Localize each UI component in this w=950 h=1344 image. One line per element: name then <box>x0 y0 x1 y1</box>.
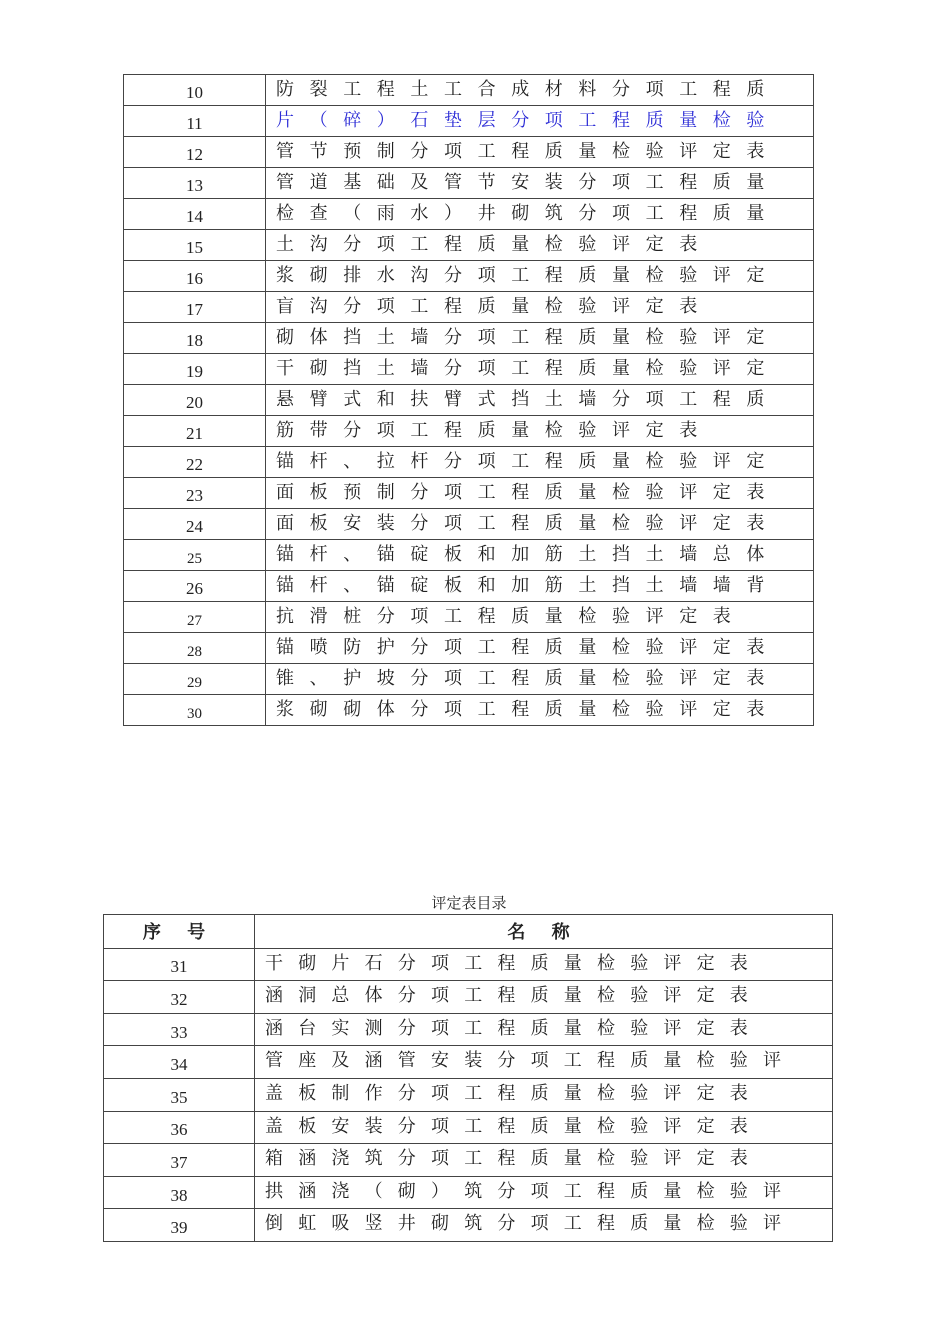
row-name: 管道基础及管节安装分项工程质量 <box>276 172 780 193</box>
row-name: 干砌挡土墙分项工程质量检验评定 <box>276 358 780 379</box>
row-name: 涵台实测分项工程质量检验评定表 <box>265 1017 763 1039</box>
row-name: 片（碎）石垫层分项工程质量检验 <box>276 110 780 131</box>
row-name: 盲沟分项工程质量检验评定表 <box>276 296 713 317</box>
row-number: 17 <box>124 292 266 323</box>
table-row <box>124 75 814 106</box>
row-name: 倒虹吸竖井砌筑分项工程质量检验评 <box>265 1213 797 1235</box>
row-number: 29 <box>124 664 266 695</box>
table-row <box>104 1209 833 1242</box>
table-row <box>104 981 833 1014</box>
header-number: 序 号 <box>104 915 255 949</box>
table-caption: 评定表目录 <box>431 894 507 912</box>
row-name: 检查（雨水）井砌筑分项工程质量 <box>276 203 780 224</box>
row-name: 箱涵浇筑分项工程质量检验评定表 <box>265 1148 763 1170</box>
table-row <box>124 602 814 633</box>
row-number: 15 <box>124 230 266 261</box>
row-name: 盖板安装分项工程质量检验评定表 <box>265 1115 763 1137</box>
row-name: 砌体挡土墙分项工程质量检验评定 <box>276 327 780 348</box>
row-number: 39 <box>104 1209 255 1242</box>
table-row <box>124 416 814 447</box>
table-row <box>124 633 814 664</box>
table-row <box>124 261 814 292</box>
row-name: 涵洞总体分项工程质量检验评定表 <box>265 985 763 1007</box>
table-row <box>104 1111 833 1144</box>
table-row <box>124 323 814 354</box>
row-number: 27 <box>124 602 266 633</box>
row-name: 浆砌砌体分项工程质量检验评定表 <box>276 699 780 720</box>
row-number: 11 <box>124 106 266 137</box>
row-name: 面板安装分项工程质量检验评定表 <box>276 513 780 534</box>
table-row <box>104 1046 833 1079</box>
table-row <box>124 168 814 199</box>
row-name: 锚杆、锚碇板和加筋土挡土墙墙背 <box>276 575 780 596</box>
table-row <box>124 571 814 602</box>
row-number: 12 <box>124 137 266 168</box>
row-number: 14 <box>124 199 266 230</box>
row-name: 锚喷防护分项工程质量检验评定表 <box>276 637 780 658</box>
row-name: 面板预制分项工程质量检验评定表 <box>276 482 780 503</box>
row-number: 34 <box>104 1046 255 1079</box>
row-number: 28 <box>124 633 266 664</box>
row-number: 18 <box>124 323 266 354</box>
row-number: 32 <box>104 981 255 1014</box>
row-number: 36 <box>104 1111 255 1144</box>
table-row <box>104 1078 833 1111</box>
header-name: 名 称 <box>255 915 833 949</box>
table-row <box>124 230 814 261</box>
table-row <box>124 447 814 478</box>
row-number: 10 <box>124 75 266 106</box>
row-number: 16 <box>124 261 266 292</box>
row-name: 土沟分项工程质量检验评定表 <box>276 234 713 255</box>
row-name: 干砌片石分项工程质量检验评定表 <box>265 952 763 974</box>
row-name: 筋带分项工程质量检验评定表 <box>276 420 713 441</box>
row-number: 23 <box>124 478 266 509</box>
row-number: 24 <box>124 509 266 540</box>
row-name: 抗滑桩分项工程质量检验评定表 <box>276 606 747 627</box>
row-number: 37 <box>104 1144 255 1177</box>
table-row <box>124 137 814 168</box>
row-number: 21 <box>124 416 266 447</box>
table-row <box>124 106 814 137</box>
row-number: 13 <box>124 168 266 199</box>
table-row <box>104 1144 833 1177</box>
row-number: 30 <box>124 695 266 726</box>
row-number: 33 <box>104 1013 255 1046</box>
table-row <box>124 478 814 509</box>
row-name: 浆砌排水沟分项工程质量检验评定 <box>276 265 780 286</box>
table-row <box>104 948 833 981</box>
evaluation-table-part-2 <box>103 914 833 1242</box>
row-number: 31 <box>104 948 255 981</box>
table-row <box>124 292 814 323</box>
row-number: 22 <box>124 447 266 478</box>
row-number: 38 <box>104 1176 255 1209</box>
table-row <box>124 664 814 695</box>
row-name: 锚杆、拉杆分项工程质量检验评定 <box>276 451 780 472</box>
row-name: 锚杆、锚碇板和加筋土挡土墙总体 <box>276 544 780 565</box>
row-name: 悬臂式和扶臂式挡土墙分项工程质 <box>276 389 780 410</box>
row-number: 26 <box>124 571 266 602</box>
row-number: 20 <box>124 385 266 416</box>
table-row <box>104 1013 833 1046</box>
row-name: 盖板制作分项工程质量检验评定表 <box>265 1082 763 1104</box>
row-name: 锥、护坡分项工程质量检验评定表 <box>276 668 780 689</box>
table-row <box>124 695 814 726</box>
table-row <box>124 199 814 230</box>
table-row <box>104 1176 833 1209</box>
row-number: 25 <box>124 540 266 571</box>
evaluation-table-part-1 <box>123 74 814 726</box>
table-row <box>124 509 814 540</box>
row-name: 管节预制分项工程质量检验评定表 <box>276 141 780 162</box>
header-row <box>104 915 833 949</box>
table-row <box>124 540 814 571</box>
table-row <box>124 354 814 385</box>
row-name: 管座及涵管安装分项工程质量检验评 <box>265 1050 797 1072</box>
row-name: 拱涵浇（砌）筑分项工程质量检验评 <box>265 1180 797 1202</box>
row-number: 19 <box>124 354 266 385</box>
table-row <box>124 385 814 416</box>
row-number: 35 <box>104 1078 255 1111</box>
row-name: 防裂工程土工合成材料分项工程质 <box>276 79 780 100</box>
